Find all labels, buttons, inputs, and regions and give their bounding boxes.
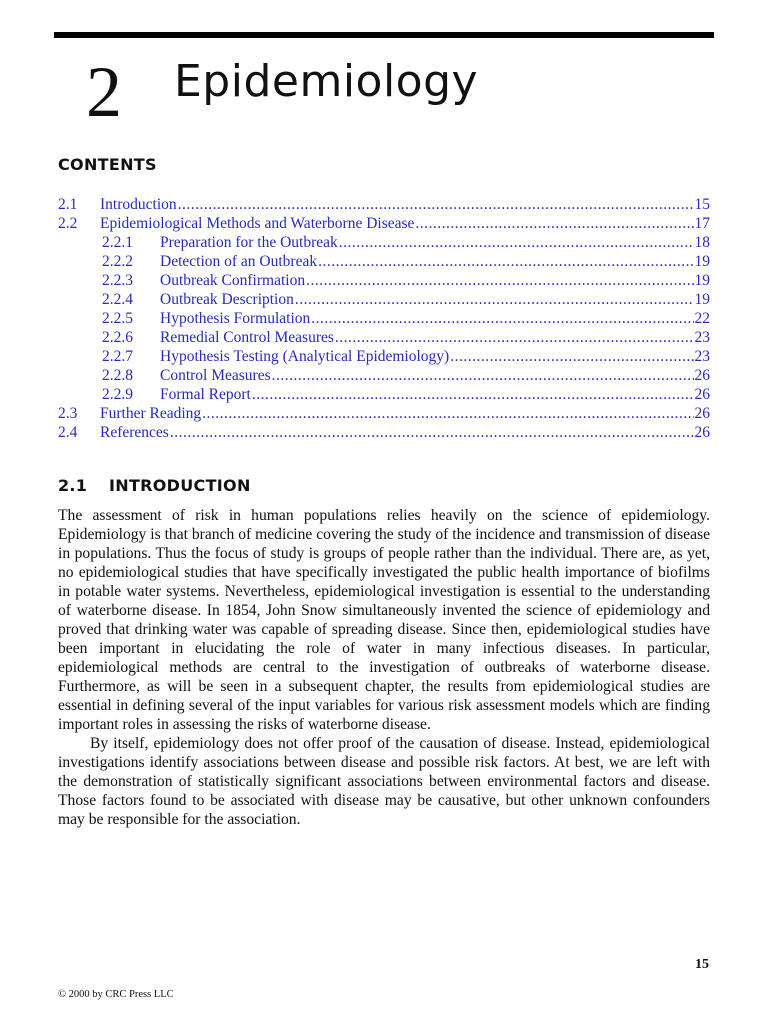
copyright-notice: © 2000 by CRC Press LLC xyxy=(58,989,174,1000)
toc-page: 19 xyxy=(694,253,710,270)
toc-title: Further Reading xyxy=(100,405,202,422)
toc-number: 2.2.1 xyxy=(102,234,133,251)
toc-leader xyxy=(202,405,693,423)
toc-entry[interactable] xyxy=(58,348,710,367)
toc-number: 2.2 xyxy=(58,215,78,232)
paragraph: By itself, epidemiology does not offer proof of the causation of disease. Instead, epidemiological investigations identify associations between disease and possible risk factors. At best, we are left with the demonstration of statistically significant associations between environmental factors and disease. Those factors found to be associated with disease may be causative, but other unknown confounders may be responsible for the association. xyxy=(58,735,710,828)
toc-leader xyxy=(339,234,694,252)
toc-entry[interactable] xyxy=(58,405,710,424)
toc-page: 17 xyxy=(694,215,710,232)
section-number: 2.1 xyxy=(58,476,88,495)
toc-page: 23 xyxy=(694,329,710,346)
toc-page: 26 xyxy=(694,367,710,384)
toc-leader xyxy=(252,386,694,404)
toc-entry[interactable] xyxy=(58,310,710,329)
toc-entry[interactable] xyxy=(58,291,710,310)
toc-leader xyxy=(415,215,693,233)
toc-number: 2.1 xyxy=(58,196,78,213)
toc-entry[interactable] xyxy=(58,272,710,291)
toc-title: Formal Report xyxy=(160,386,251,403)
chapter-number: 2 xyxy=(86,52,122,132)
toc-leader xyxy=(170,424,694,442)
toc-leader xyxy=(318,253,693,271)
toc-leader xyxy=(335,329,694,347)
toc-number: 2.2.3 xyxy=(102,272,133,289)
toc-title: Outbreak Confirmation xyxy=(160,272,306,289)
toc-page: 19 xyxy=(694,272,710,289)
section-title: INTRODUCTION xyxy=(109,476,251,495)
toc-entry[interactable] xyxy=(58,424,710,443)
toc-entry[interactable] xyxy=(58,367,710,386)
toc-entry[interactable] xyxy=(58,196,710,215)
toc-number: 2.2.8 xyxy=(102,367,133,384)
toc-leader xyxy=(306,272,693,290)
table-of-contents xyxy=(58,196,710,443)
toc-page: 23 xyxy=(694,348,710,365)
page-number: 15 xyxy=(695,957,709,972)
toc-title: Hypothesis Testing (Analytical Epidemiology) xyxy=(160,348,450,365)
toc-leader xyxy=(311,310,693,328)
body-text xyxy=(58,506,710,829)
toc-number: 2.2.5 xyxy=(102,310,133,327)
toc-title: Epidemiological Methods and Waterborne Disease xyxy=(100,215,415,232)
toc-number: 2.2.9 xyxy=(102,386,133,403)
toc-number: 2.2.6 xyxy=(102,329,133,346)
toc-title: Control Measures xyxy=(160,367,271,384)
toc-page: 22 xyxy=(694,310,710,327)
toc-leader xyxy=(450,348,693,366)
toc-page: 26 xyxy=(694,424,710,441)
toc-title: References xyxy=(100,424,169,441)
toc-entry[interactable] xyxy=(58,234,710,253)
toc-page: 18 xyxy=(694,234,710,251)
toc-entry[interactable] xyxy=(58,386,710,405)
toc-title: Remedial Control Measures xyxy=(160,329,334,346)
toc-leader xyxy=(272,367,694,385)
chapter-title: Epidemiology xyxy=(174,56,479,107)
toc-number: 2.2.7 xyxy=(102,348,133,365)
toc-leader xyxy=(295,291,694,309)
toc-title: Outbreak Description xyxy=(160,291,294,308)
toc-number: 2.4 xyxy=(58,424,78,441)
toc-entry[interactable] xyxy=(58,215,710,234)
toc-number: 2.2.2 xyxy=(102,253,133,270)
toc-title: Detection of an Outbreak xyxy=(160,253,318,270)
section-heading xyxy=(58,476,251,495)
toc-page: 26 xyxy=(694,386,710,403)
top-rule xyxy=(54,32,714,38)
toc-page: 19 xyxy=(694,291,710,308)
toc-entry[interactable] xyxy=(58,329,710,348)
toc-number: 2.3 xyxy=(58,405,78,422)
contents-heading: CONTENTS xyxy=(58,155,157,174)
toc-leader xyxy=(178,196,694,214)
toc-entry[interactable] xyxy=(58,253,710,272)
toc-page: 26 xyxy=(694,405,710,422)
toc-title: Preparation for the Outbreak xyxy=(160,234,338,251)
toc-title: Introduction xyxy=(100,196,177,213)
paragraph: The assessment of risk in human populations relies heavily on the science of epidemiology. Epidemiology is that branch of medicine covering the study of the incidence and transmission of disease in populations. Thus the focus of study is groups of people rather than the individual. There are, as yet, no epidemiological studies that have specifically investigated the public health importance of biofilms in potable water systems. Nevertheless, epidemiological investigation is essential to the understanding of waterborne disease. In 1854, John Snow simultaneously invented the science of epidemiology and proved that drinking water was capable of spreading disease. Since then, epidemiological studies have been important in elucidating the role of water in many infectious diseases. In particular, epidemiological methods are central to the investigation of outbreaks of waterborne disease. Furthermore, as will be seen in a subsequent chapter, the results from epidemiological studies are essential in defining several of the input variables for various risk assessment models which are finding important roles in assessing the risks of waterborne disease. xyxy=(58,507,710,733)
toc-number: 2.2.4 xyxy=(102,291,133,308)
toc-title: Hypothesis Formulation xyxy=(160,310,311,327)
toc-page: 15 xyxy=(694,196,710,213)
